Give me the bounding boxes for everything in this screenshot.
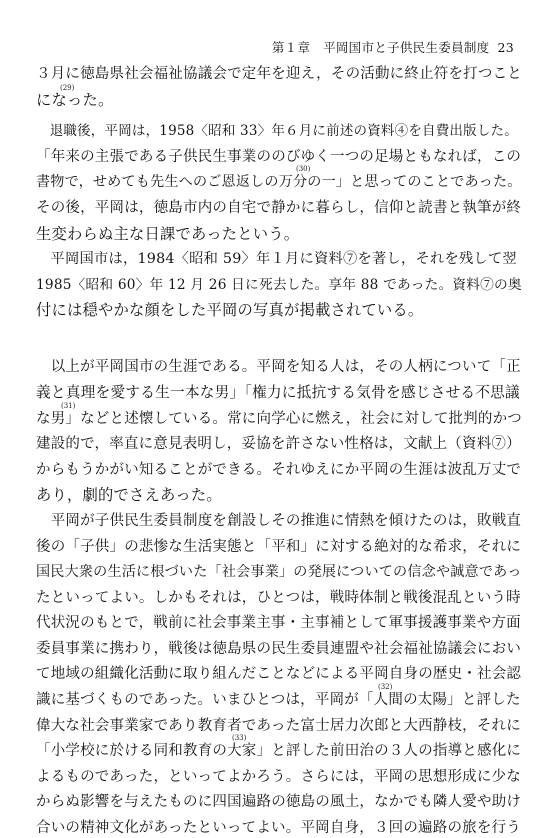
body-line: 「年来の主張である子供民生事業ののびゆく一つの足場ともなれば，この	[36, 149, 522, 165]
body-line: あり，劇的でさえあった。	[36, 486, 222, 504]
body-line: たといってよい。しかもそれは，ひとつは，戦時体制と戦後混乱という時	[36, 590, 521, 606]
body-line: よるものであった，といってよかろう。さらには，平岡の思想形成に少な	[36, 769, 521, 785]
body-line: ３月に徳島県社会福祉協議会で定年を迎え，その活動に終止符を打つこと	[36, 66, 522, 82]
body-line: からぬ影響を与えたものに四国遍路の徳島の風土，なかでも隣人愛や助け	[36, 794, 522, 810]
body-line: 書物で，せめても先生へのご恩返しの万分の一」と思ってのことであった。	[36, 174, 522, 190]
running-title: 第１章 平岡国市と子供民生委員制度	[271, 40, 490, 55]
body-line: からもうかがい知ることができる。それゆえにか平岡の生涯は波乱万丈で	[36, 462, 522, 478]
body-line: 生変わらぬ主な日課であったという。	[36, 225, 300, 243]
body-line: て地域の組織化活動に取り組んだことなどによる平岡自身の歴史・社会認	[36, 666, 522, 682]
body-line: 国民大衆の生活に根づいた「社会事業」の発展についての信念や誠意であっ	[36, 564, 522, 580]
body-line: な男」などと述懐している。常に向学心に燃え，社会に対して批判的かつ	[36, 411, 522, 427]
body-line: 後の「子供」の悲惨な生活実態と「平和」に対する絶対的な希求，それに	[36, 539, 522, 555]
footnote-mark: (32)	[378, 683, 393, 691]
body-line: 委員事業に携わり，戦後は徳島県の民生委員連盟や社会福祉協議会におい	[36, 641, 522, 657]
body-line: 建設的で，率直に意見表明し，妥協を許さない性格は，文献上（資料⑦）	[36, 436, 521, 452]
body-line: になった。	[36, 91, 114, 109]
footnote-mark: (29)	[60, 84, 75, 92]
footnote-mark: (33)	[232, 734, 247, 742]
body-line: 識に基づくものであった。いまひとつは，平岡が「人間の太陽」と評した	[36, 692, 521, 708]
body-line: 偉大な社会事業家であり教育者であった富士居力次郎と大西静枝，それに	[36, 718, 521, 734]
body-line: 付には穏やかな顔をした平岡の写真が掲載されている。	[36, 301, 424, 319]
body-line: 退職後，平岡は，1958〈昭和 33〉年６月に前述の資料④を自費出版した。	[36, 123, 518, 139]
body-line: 「小学校に於ける同和教育の大家」と評した前田治の３人の指導と感化に	[36, 743, 522, 759]
footnote-mark: (30)	[296, 165, 311, 173]
body-line: 以上が平岡国市の生涯である。平岡を知る人は，その人柄について「正	[36, 359, 521, 375]
body-line: 平岡が子供民生委員制度を創設しその推進に情熱を傾けたのは，敗戦直	[36, 513, 522, 529]
body-line: 平岡国市は，1984〈昭和 59〉年１月に資料⑦を著し，それを残して翌	[36, 251, 517, 267]
body-line: その後，平岡は，徳島市内の自宅で静かに暮らし，信仰と読書と執筆が終	[36, 200, 522, 216]
body-line: 義と真理を愛する生一本な男」「権力に抵抗する気骨を感じさせる不思議	[36, 384, 520, 401]
body-line: 1985〈昭和 60〉年 12 月 26 日に死去した。享年 88 であった。資料⑦の奥	[36, 277, 522, 293]
footnote-mark: (31)	[61, 402, 76, 410]
body-line: 代状況のもとで，戦前に社会事業主事・主事補として軍事援護事業や方面	[36, 615, 521, 631]
body-line: 合いの精神文化があったといってよい。平岡自身，３回の遍路の旅を行う	[36, 820, 521, 836]
running-header	[272, 38, 514, 56]
page-number: 23	[497, 40, 514, 55]
